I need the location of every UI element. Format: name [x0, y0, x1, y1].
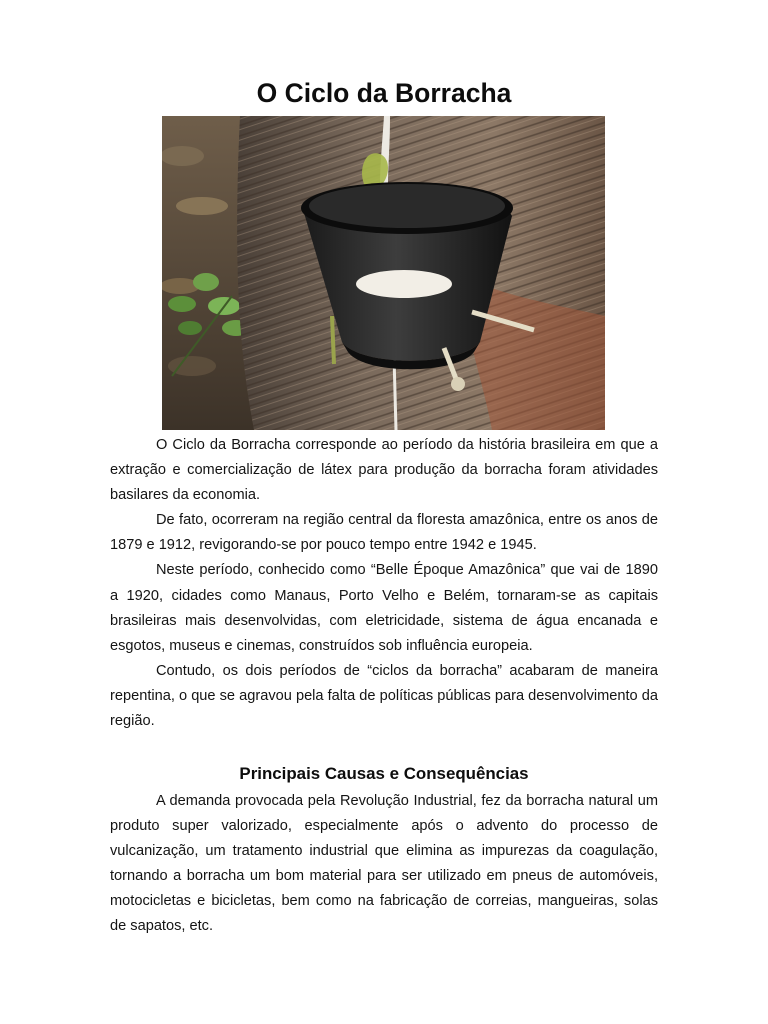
paragraph: O Ciclo da Borracha corresponde ao período da história brasileira em que a extração e comercialização de látex para produção da borracha foram atividades basilares da economia. [110, 437, 658, 504]
paragraph: A demanda provocada pela Revolução Industrial, fez da borracha natural um produto super valorizado, especialmente após o advento do processo de vulcanização, um tratamento industrial que elimina as impurezas da coagulação, tornando a borracha um bom material para ser utilizado em pneus de automóveis, motocicletas e bicicletas, bem como na fabricação de correias, mangueiras, solas de sapatos, etc. [110, 793, 658, 935]
latex-cup-illustration [162, 116, 605, 430]
rubber-tree-latex-cup-image [162, 116, 605, 430]
causes-body [110, 789, 658, 940]
document-title: O Ciclo da Borracha [256, 78, 512, 108]
paragraph: De fato, ocorreram na região central da floresta amazônica, entre os anos de 1879 e 1912, revigorando-se por pouco tempo entre 1942 e 1945. [110, 512, 658, 554]
paragraph: Neste período, conhecido como “Belle Époque Amazônica” que vai de 1890 a 1920, cidades como Manaus, Porto Velho e Belém, tornaram-se as capitais brasileiras mais desenvolvidas, com eletricidade, sistema de água encanada e esgotos, museus e cinemas, construídos sob influência europeia. [110, 562, 658, 654]
section-heading: Principais Causas e Consequências [239, 764, 529, 783]
paragraph: Contudo, os dois períodos de “ciclos da borracha” acabaram de maneira repentina, o que se agravou pela falta de políticas públicas para desenvolvimento da região. [110, 662, 658, 730]
intro-body [110, 433, 658, 734]
